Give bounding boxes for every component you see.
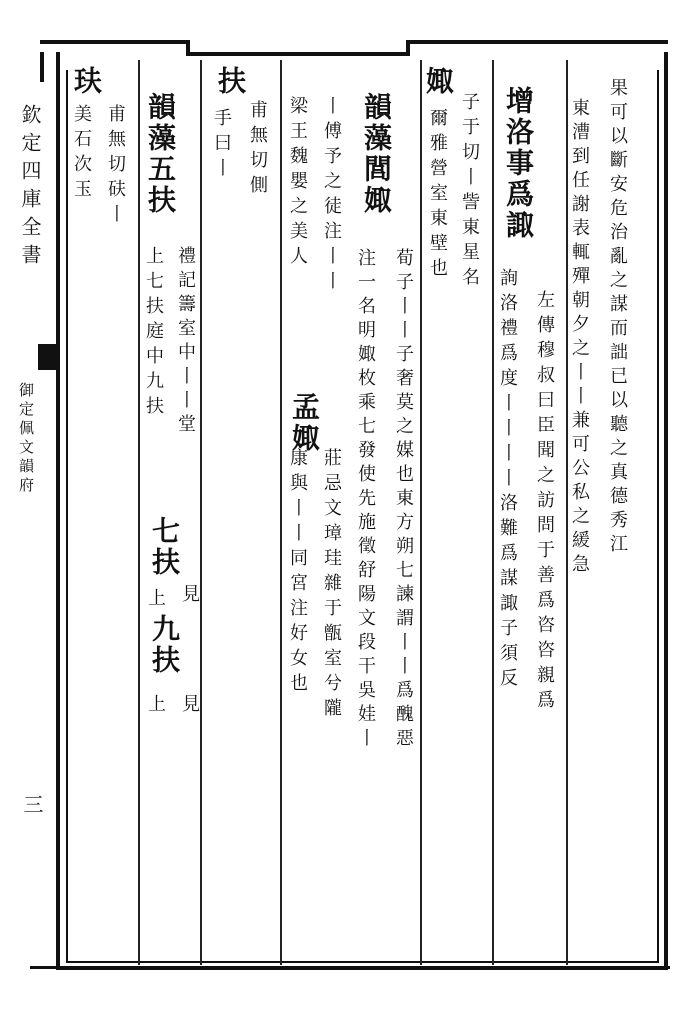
column-rule [200,60,202,965]
column-rule [138,60,140,965]
column-rule [420,60,422,965]
top-rule-middle [186,52,410,56]
margin-book-title: 御定佩文韻府 [17,382,35,496]
see-above-1: 見 [179,584,200,609]
entry-heading-lvju: 韻藻閭娵 [360,92,393,216]
text-column-12: 手曰丨 [211,108,232,183]
entry-heading-mengju: 孟娵 [288,392,321,454]
text-column-6: 爾雅營室東壁也 [427,108,448,283]
entry-heading-jiufu: 九扶 [148,614,181,676]
entry-heading-qifu: 七扶 [148,516,181,578]
top-rule-left [40,40,190,44]
text-column-2: 東漕到任謝表輒殫朝夕之丨丨兼可公私之緩急 [569,98,590,578]
column-rule [566,60,568,965]
text-column-11: 甫無切側 [247,100,268,200]
bottom-rule [30,966,670,969]
text-column-9: 丨傅予之徒注丨丨 [321,96,342,296]
text-column-3: 左傳穆叔曰臣聞之訪問于善爲咨咨親爲 [534,290,555,715]
top-notch-right [406,40,410,56]
column-rule [492,60,494,965]
head-character-fu-stone: 玞 [70,66,103,97]
margin-fishtail [38,344,60,370]
text-column-10: 梁王魏嬰之美人 [287,96,308,271]
see-above-2: 見 [179,694,200,719]
text-column-7: 荀子丨丨子奢莫之媒也東方朔七諫謂丨丨爲醜惡 [393,248,414,752]
margin-folio: 三 [20,794,44,818]
head-character-fu: 扶 [214,66,247,97]
top-notch-left [186,40,190,56]
above-2: 上 [145,694,166,719]
text-column-5: 子于切丨訾東星名 [459,92,480,292]
entry-heading-zeng: 增洛事爲諏 [502,86,535,241]
text-column-1: 果可以斷安危治亂之謀而詘已以聽之真德秀江 [607,78,628,558]
text-column-16: 美石次玉 [71,104,92,204]
text-column-4: 詢洛禮爲度丨丨丨丨洛難爲謀諏子須反 [497,268,518,693]
text-column-8: 注一名明娵枚乘七發使先施徵舒陽文段干吳娃丨 [355,248,376,752]
text-column-9b: 莊忌文璋珪雜于甑室兮隴 [321,448,342,723]
text-column-13: 禮記籌室中丨丨堂 [175,246,196,438]
above-1: 上 [145,588,166,613]
text-column-15: 甫無切砆丨 [105,104,126,229]
margin-title: 欽定四庫全書 [18,104,42,272]
head-character-ju: 娵 [422,66,455,97]
left-cap [40,52,44,82]
top-rule-right [406,40,668,44]
column-rule [280,60,282,965]
entry-heading-wufu: 韻藻五扶 [144,92,177,216]
text-column-10b: 康與丨丨同宮注好女也 [287,448,308,698]
text-column-14: 上七扶庭中九扶 [143,246,164,421]
